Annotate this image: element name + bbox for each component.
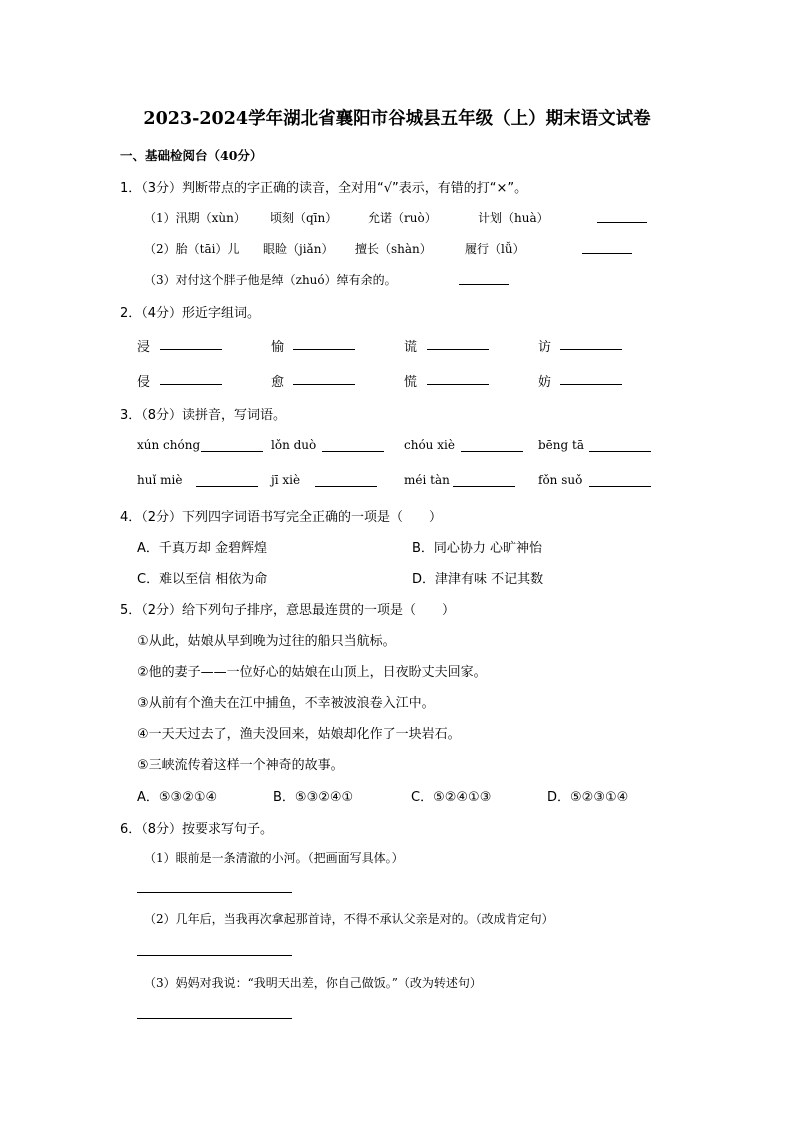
q2-char: 浸 (137, 340, 151, 355)
q3-pinyin: bēng tā (538, 438, 584, 452)
q2-char: 慌 (404, 375, 418, 390)
q3-pinyin: chóu xiè (404, 438, 455, 452)
q4-option-a[interactable]: A．千真万却 金碧辉煌 (137, 541, 268, 556)
q2-char: 愉 (271, 340, 285, 355)
answer-blank[interactable] (160, 349, 222, 350)
q1-item: （3）对付这个胖子他是绰（zhuó）绰有余的。 (144, 273, 397, 287)
answer-blank[interactable] (582, 253, 632, 254)
q2-char: 访 (538, 340, 552, 355)
q4-stem: 4．（2分）下列四字词语书写完全正确的一项是（ ） (120, 510, 443, 525)
answer-blank[interactable] (461, 451, 523, 452)
q6-prompt: （3）妈妈对我说：“我明天出差，你自己做饭。”（改为转述句） (144, 976, 482, 990)
q5-option-d[interactable]: D．⑤②③①④ (547, 790, 629, 805)
q4-option-b[interactable]: B．同心协力 心旷神怡 (412, 541, 543, 556)
q5-stem: 5．（2分）给下列句子排序，意思最连贯的一项是（ ） (120, 603, 456, 618)
q2-char: 谎 (404, 340, 418, 355)
q6-prompt: （2）几年后，当我再次拿起那首诗，不得不承认父亲是对的。（改成肯定句） (144, 912, 554, 926)
answer-blank[interactable] (315, 486, 377, 487)
q5-sentence: ③从前有个渔夫在江中捕鱼，不幸被波浪卷入江中。 (137, 696, 435, 711)
q2-stem: 2．（4分）形近字组词。 (120, 306, 261, 321)
q1-item: （2）胎（tāi）儿 (144, 242, 240, 256)
answer-blank[interactable] (459, 284, 509, 285)
q1-item: 计划（huà） (478, 211, 549, 225)
q2-char: 愈 (271, 375, 285, 390)
q1-item: 允诺（ruò） (368, 211, 437, 225)
q5-option-c[interactable]: C．⑤②④①③ (411, 790, 492, 805)
q4-option-c[interactable]: C．难以至信 相依为命 (137, 572, 268, 587)
q4-option-d[interactable]: D．津津有味 不记其数 (412, 572, 544, 587)
q5-option-a[interactable]: A．⑤③②①④ (137, 790, 218, 805)
answer-line[interactable] (137, 892, 292, 893)
page-title: 2023-2024学年湖北省襄阳市谷城县五年级（上）期末语文试卷 (143, 109, 651, 129)
answer-blank[interactable] (589, 486, 651, 487)
answer-line[interactable] (137, 955, 292, 956)
answer-blank[interactable] (427, 384, 489, 385)
q6-prompt: （1）眼前是一条清澈的小河。（把画面写具体。） (144, 851, 404, 865)
q1-item: 履行（lǚ） (465, 242, 525, 256)
q2-char: 妨 (538, 375, 552, 390)
answer-blank[interactable] (427, 349, 489, 350)
answer-blank[interactable] (160, 384, 222, 385)
answer-blank[interactable] (196, 486, 258, 487)
q3-stem: 3．（8分）读拼音，写词语。 (120, 408, 287, 423)
answer-blank[interactable] (560, 384, 622, 385)
q5-sentence: ④一天天过去了，渔夫没回来，姑娘却化作了一块岩石。 (137, 727, 461, 742)
q5-sentence: ⑤三峡流传着这样一个神奇的故事。 (137, 758, 344, 773)
answer-blank[interactable] (453, 486, 515, 487)
q5-option-b[interactable]: B．⑤③②④① (273, 790, 354, 805)
q3-pinyin: lǒn duò (271, 438, 317, 452)
q3-pinyin: fǒn suǒ (538, 473, 583, 487)
q5-sentence: ②他的妻子——一位好心的姑娘在山顶上，日夜盼丈夫回家。 (137, 665, 487, 680)
answer-blank[interactable] (293, 349, 355, 350)
q3-pinyin: jī xiè (271, 473, 301, 487)
q5-sentence: ①从此，姑娘从早到晚为过往的船只当航标。 (137, 634, 396, 649)
answer-blank[interactable] (597, 222, 647, 223)
q1-item: （1）汛期（xùn） (144, 211, 246, 225)
q1-item: 顷刻（qīn） (270, 211, 338, 225)
q3-pinyin: méi tàn (404, 473, 450, 487)
q1-stem: 1．（3分）判断带点的字正确的读音，全对用“√”表示，有错的打“×”。 (120, 181, 528, 196)
q2-char: 侵 (137, 375, 151, 390)
answer-blank[interactable] (322, 451, 384, 452)
answer-blank[interactable] (293, 384, 355, 385)
answer-blank[interactable] (201, 451, 263, 452)
q3-pinyin: xún chóng (137, 438, 201, 452)
q1-item: 擅长（shàn） (355, 242, 432, 256)
answer-blank[interactable] (589, 451, 651, 452)
answer-line[interactable] (137, 1018, 292, 1019)
section-heading: 一、基础检阅台（40分） (120, 148, 263, 163)
q1-item: 眼睑（jiǎn） (263, 242, 334, 256)
answer-blank[interactable] (560, 349, 622, 350)
q3-pinyin: huǐ miè (137, 473, 183, 487)
q6-stem: 6．（8分）按要求写句子。 (120, 822, 274, 837)
